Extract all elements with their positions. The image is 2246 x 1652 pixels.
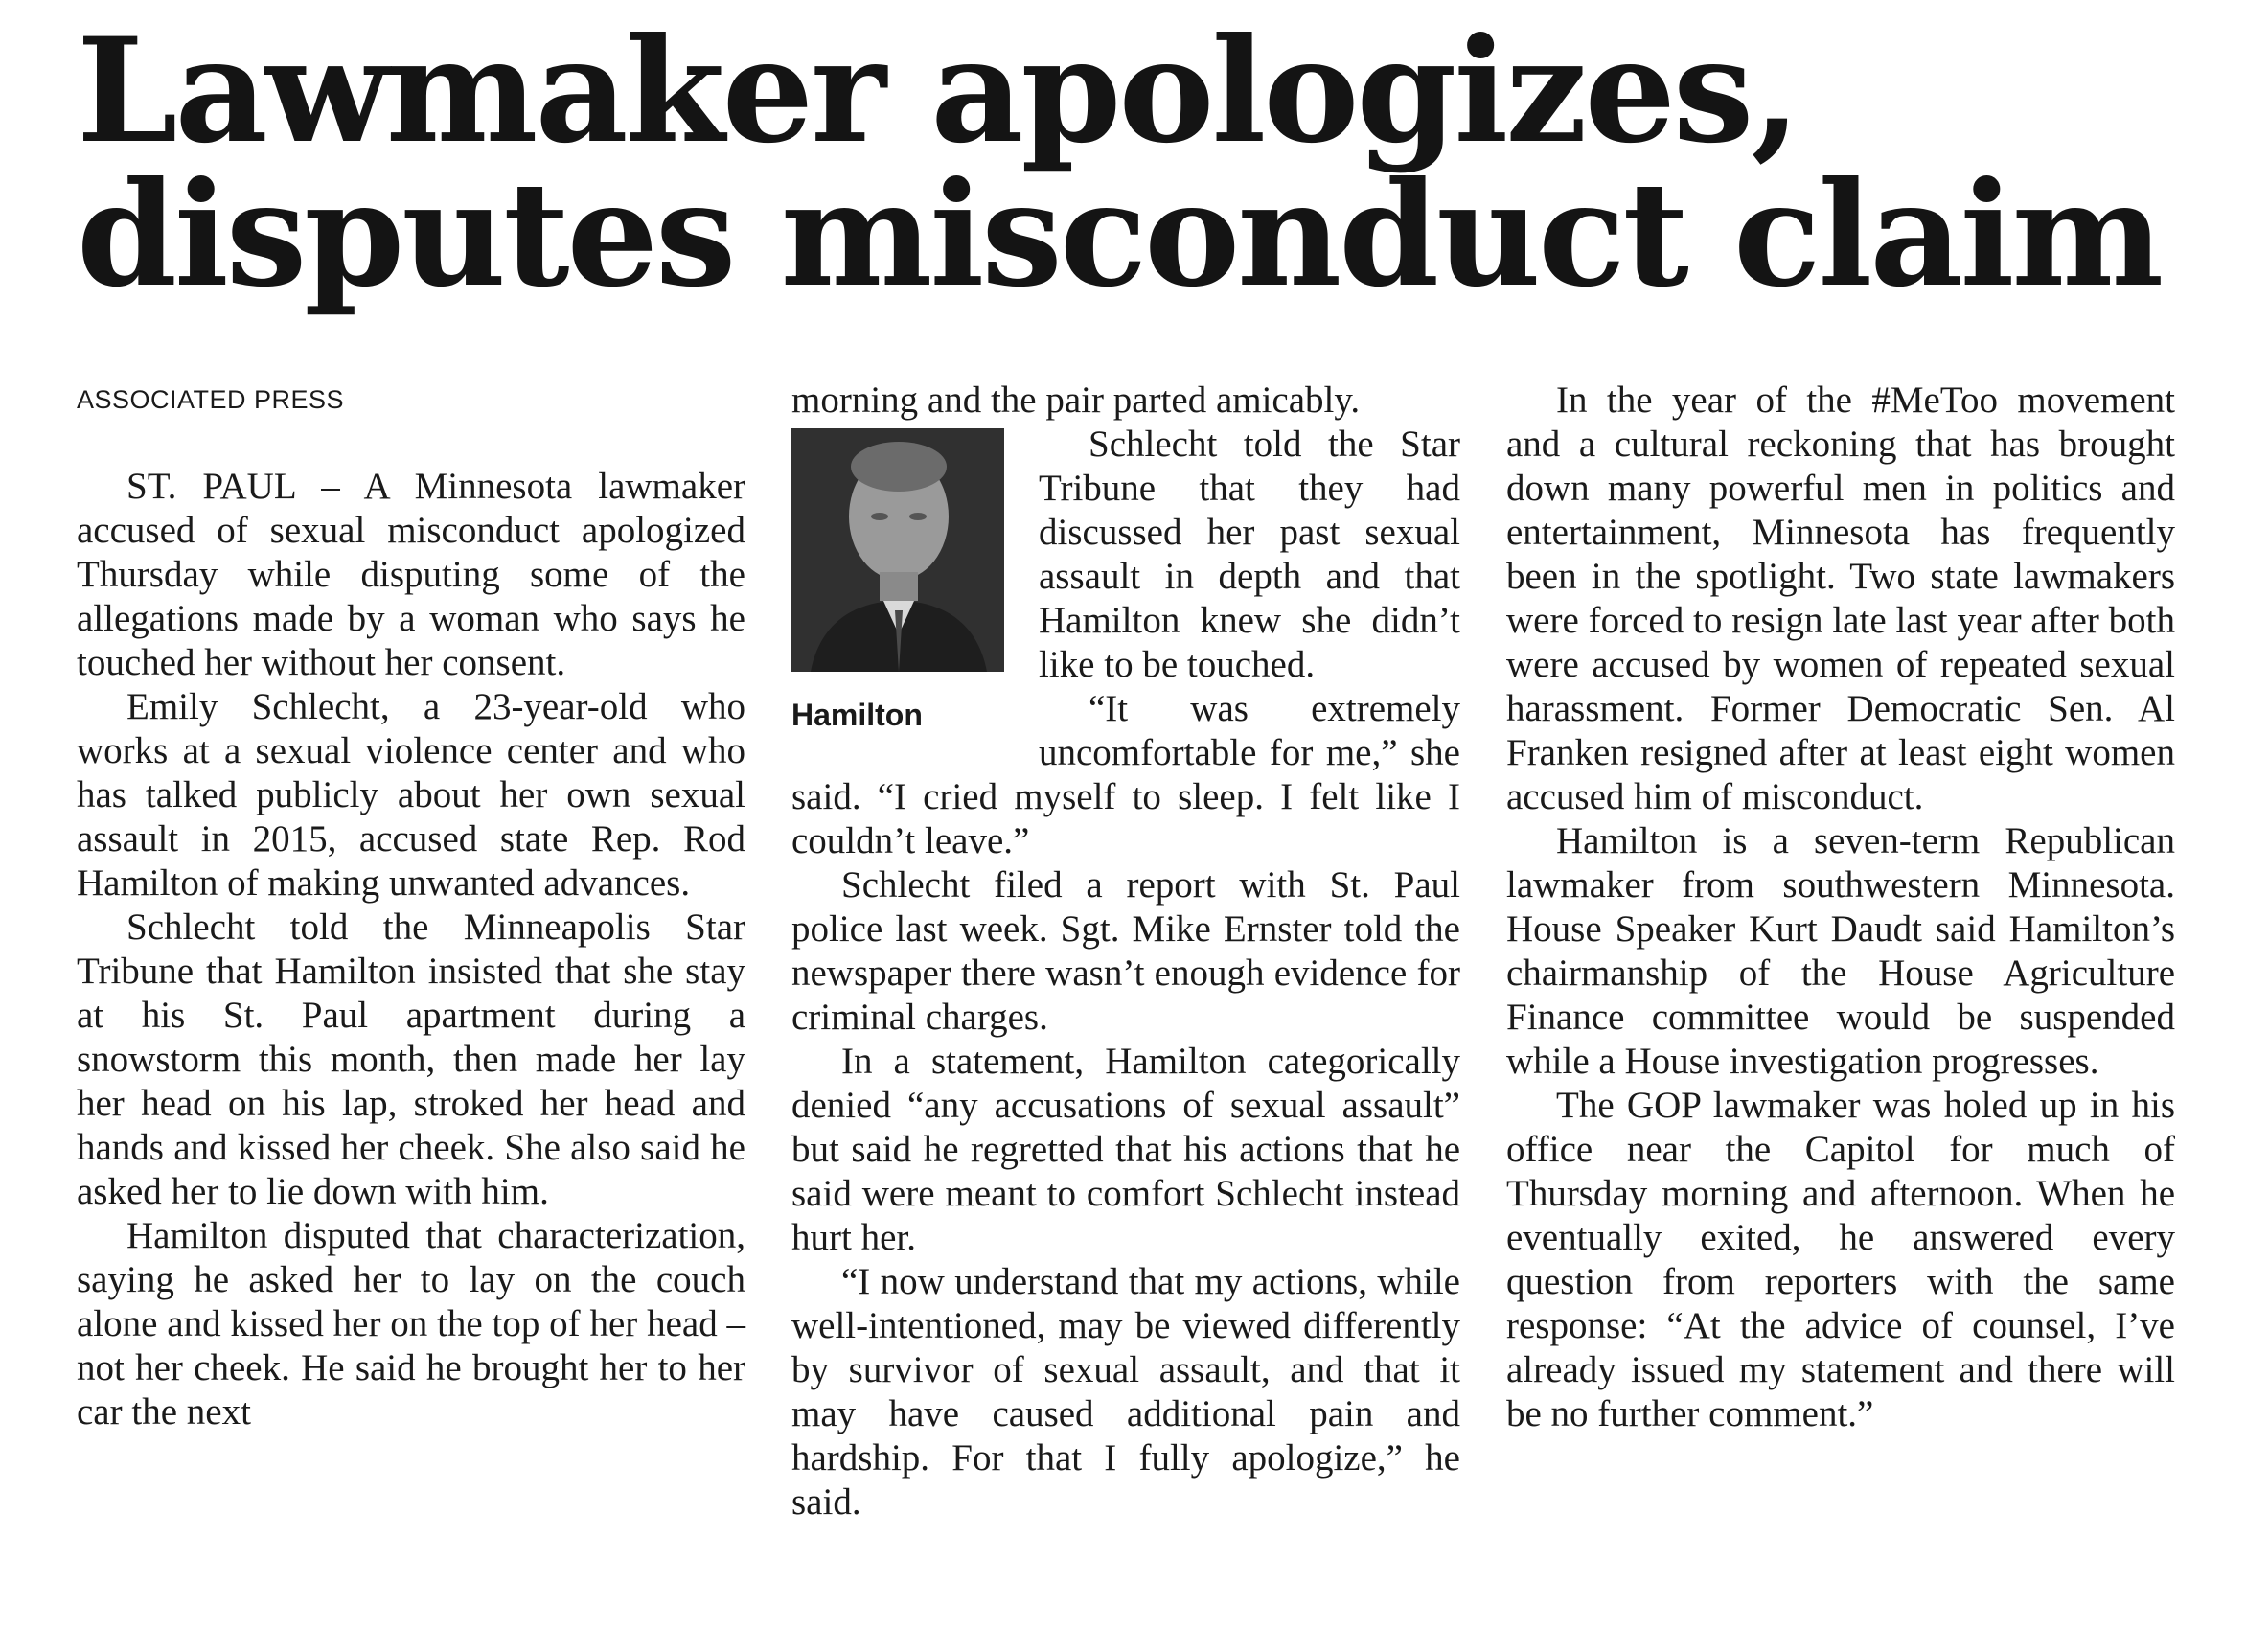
article-paragraph: In the year of the #MeToo movement and a cultural reckoning that has brought down many powerful men in politics and entertainment, Minnesota has frequently been in the spotlight. Two state lawmakers were forced to resign late last year after both were accused by women of repeated sexual harassment. Former Democratic Sen. Al Franken resigned after at least eight women accused him of misconduct. (1506, 379, 2175, 817)
article-paragraph: In a statement, Hamilton categorically denied “any accusations of sexual assault” but said he regretted that his actions that he said were meant to comfort Schlecht instead hurt her. (791, 1041, 1460, 1258)
article-paragraph: “I now understand that my actions, while well-intentioned, may be viewed differently by survivor of sexual assault, and that it may have caused additional pain and hardship. For that I fully apologize,” he said. (791, 1261, 1460, 1523)
article-paragraph: Hamilton is a seven-term Republican lawmaker from southwestern Minnesota. House Speaker Kurt Daudt said Hamilton’s chairmanship of the House Agriculture Finance committee would be suspended while a House investigation progresses. (1506, 820, 2175, 1082)
article-column-2 (791, 379, 1460, 1525)
article-paragraph: Schlecht told the Minneapolis Star Tribune that Hamilton insisted that she stay at his St. Paul apartment during a snowstorm this month, then made her lay her head on his lap, stroked her head and hands and kissed her cheek. She also said he asked her to lie down with him. (77, 906, 745, 1212)
photo-figure (791, 423, 1006, 734)
article-paragraph: Hamilton disputed that characterization, saying he asked her to lay on the couch alone and kissed her on the top of her head – not her cheek. He said he brought her to her car the next (77, 1215, 745, 1433)
article-column-3 (1506, 379, 2175, 1436)
article-paragraph: The GOP lawmaker was holed up in his office near the Capitol for much of Thursday morning and afternoon. When he eventually exited, he answered every question from reporters with the same response: “At the advice of counsel, I’ve already issued my statement and there will be no further comment.” (1506, 1085, 2175, 1434)
hamilton-photo (791, 428, 1004, 672)
article-paragraph: morning and the pair parted amicably. (791, 379, 1361, 421)
article-paragraph: Schlecht filed a report with St. Paul police last week. Sgt. Mike Ernster told the newspaper there wasn’t enough evidence for criminal charges. (791, 864, 1460, 1038)
byline: ASSOCIATED PRESS (77, 385, 345, 414)
headline: Lawmaker apologizes, disputes misconduct claim (77, 7, 2162, 319)
photo-caption: Hamilton (791, 698, 923, 732)
article-paragraph: ST. PAUL – A Minnesota lawmaker accused of sexual misconduct apologized Thursday while disputing some of the allegations made by a woman who says he touched her without her consent. (77, 466, 745, 683)
article-paragraph: Schlecht told the Star Tribune that they had discussed her past sexual assault in depth and that Hamilton knew she didn’t like to be touched. (1039, 424, 1460, 685)
article-paragraph: “It was extremely uncomfortable for me,” she said. “I cried myself to sleep. I felt like I couldn’t leave.” (791, 688, 1460, 861)
article-column-1 (77, 379, 745, 1434)
article-paragraph: Emily Schlecht, a 23-year-old who works at a sexual violence center and who has talked publicly about her own sexual assault in 2015, accused state Rep. Rod Hamilton of making unwanted advances. (77, 686, 745, 904)
